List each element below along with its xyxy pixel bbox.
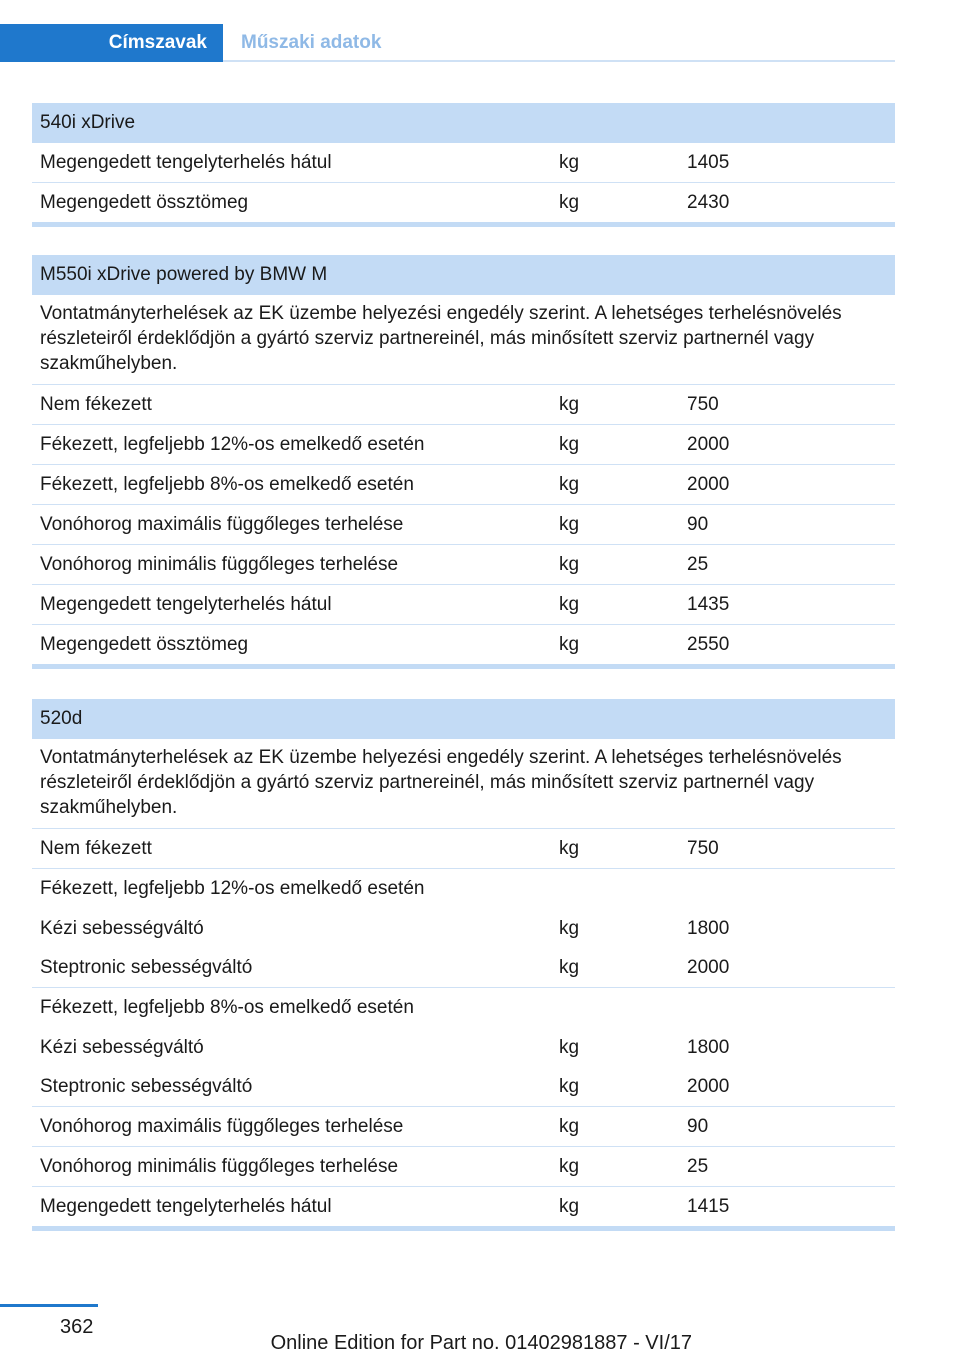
row-unit: kg xyxy=(559,1115,580,1137)
row-unit: kg xyxy=(559,191,580,213)
table-header: 540i xDrive xyxy=(32,103,895,143)
row-value: 1405 xyxy=(687,151,730,173)
table-row xyxy=(32,1028,895,1068)
row-label: Vonóhorog minimális függőleges terhelése xyxy=(40,553,399,575)
row-label: Vonóhorog maximális függőleges terhelése xyxy=(40,513,404,535)
page-number: 362 xyxy=(60,1316,94,1338)
tab-divider xyxy=(223,60,895,62)
row-unit: kg xyxy=(559,553,580,575)
row-value: 750 xyxy=(687,837,719,859)
row-unit: kg xyxy=(559,1076,580,1097)
table-row xyxy=(32,465,895,505)
table-row xyxy=(32,425,895,465)
tab-muszaki-adatok[interactable]: Műszaki adatok xyxy=(241,32,382,53)
table-540i-xdrive xyxy=(32,103,895,227)
table-row xyxy=(32,1187,895,1227)
page-number-rule xyxy=(0,1304,98,1307)
row-value: 1800 xyxy=(687,1037,730,1058)
row-value: 90 xyxy=(687,513,709,535)
table-end-bar xyxy=(32,222,895,227)
row-label: Megengedett tengelyterhelés hátul xyxy=(40,151,332,173)
table-row xyxy=(32,545,895,585)
row-label: Steptronic sebességváltó xyxy=(40,957,253,978)
table-row xyxy=(32,829,895,869)
row-label: Fékezett, legfeljebb 12%-os emelkedő esetén xyxy=(40,433,425,455)
row-value: 25 xyxy=(687,1155,709,1177)
row-value: 2430 xyxy=(687,191,730,213)
row-unit: kg xyxy=(559,1155,580,1177)
table-end-bar xyxy=(32,1226,895,1231)
row-value: 1415 xyxy=(687,1195,730,1217)
row-value: 2000 xyxy=(687,957,730,978)
table-m550i-xdrive xyxy=(32,255,895,669)
footer-edition: Online Edition for Part no. 01402981887 - VI/17 xyxy=(270,1332,692,1354)
table-row xyxy=(32,585,895,625)
row-unit: kg xyxy=(559,1195,580,1217)
row-value: 25 xyxy=(687,553,709,575)
row-value: 1800 xyxy=(687,918,730,939)
table-header: M550i xDrive powered by BMW M xyxy=(32,255,895,295)
row-label: Nem fékezett xyxy=(40,837,152,859)
table-row xyxy=(32,949,895,988)
row-unit: kg xyxy=(559,433,580,455)
tab-cimszavak[interactable]: Címszavak xyxy=(0,24,223,62)
table-end-bar xyxy=(32,664,895,669)
row-label: Megengedett össztömeg xyxy=(40,191,249,213)
row-label: Kézi sebességváltó xyxy=(40,918,204,939)
row-value: 1435 xyxy=(687,593,730,615)
row-unit: kg xyxy=(559,593,580,615)
group-title: Fékezett, legfeljebb 8%-os emelkedő esetén xyxy=(40,997,414,1018)
table-520d xyxy=(32,699,895,1231)
table-row xyxy=(32,505,895,545)
table-note: Vontatmányterhelések az EK üzembe helyezési engedély szerint. A lehetséges terhelésnövelés részleteiről érdeklődjön a gyártó szerviz partnereinél, más minősített szerviz partnernél vagy szakműhelyben. xyxy=(32,295,895,385)
row-value: 2000 xyxy=(687,1076,730,1097)
row-unit: kg xyxy=(559,1037,580,1058)
row-label: Vonóhorog maximális függőleges terhelése xyxy=(40,1115,404,1137)
row-value: 2000 xyxy=(687,473,730,495)
table-header: 520d xyxy=(32,699,895,739)
row-unit: kg xyxy=(559,918,580,939)
group-title-row xyxy=(32,869,895,909)
row-label: Nem fékezett xyxy=(40,393,152,415)
group-title-row xyxy=(32,988,895,1028)
tab-bar xyxy=(0,24,895,62)
row-value: 2000 xyxy=(687,433,730,455)
table-row xyxy=(32,1107,895,1147)
row-value: 90 xyxy=(687,1115,709,1137)
row-value: 750 xyxy=(687,393,719,415)
table-row xyxy=(32,1147,895,1187)
group-title: Fékezett, legfeljebb 12%-os emelkedő esetén xyxy=(40,878,425,899)
row-unit: kg xyxy=(559,837,580,859)
row-unit: kg xyxy=(559,151,580,173)
row-label: Fékezett, legfeljebb 8%-os emelkedő esetén xyxy=(40,473,414,495)
row-value: 2550 xyxy=(687,633,730,655)
row-unit: kg xyxy=(559,513,580,535)
row-label: Kézi sebességváltó xyxy=(40,1037,204,1058)
row-label: Vonóhorog minimális függőleges terhelése xyxy=(40,1155,399,1177)
row-label: Megengedett össztömeg xyxy=(40,633,249,655)
row-unit: kg xyxy=(559,957,580,978)
row-unit: kg xyxy=(559,473,580,495)
row-unit: kg xyxy=(559,393,580,415)
table-row xyxy=(32,183,895,223)
table-row xyxy=(32,385,895,425)
row-label: Steptronic sebességváltó xyxy=(40,1076,253,1097)
table-row xyxy=(32,1068,895,1107)
row-label: Megengedett tengelyterhelés hátul xyxy=(40,1195,332,1217)
table-row xyxy=(32,625,895,665)
row-unit: kg xyxy=(559,633,580,655)
table-row xyxy=(32,909,895,949)
table-row xyxy=(32,143,895,183)
table-note: Vontatmányterhelések az EK üzembe helyezési engedély szerint. A lehetséges terhelésnövelés részleteiről érdeklődjön a gyártó szerviz partnereinél, más minősített szerviz partnernél vagy szakműhelyben. xyxy=(32,739,895,829)
row-label: Megengedett tengelyterhelés hátul xyxy=(40,593,332,615)
